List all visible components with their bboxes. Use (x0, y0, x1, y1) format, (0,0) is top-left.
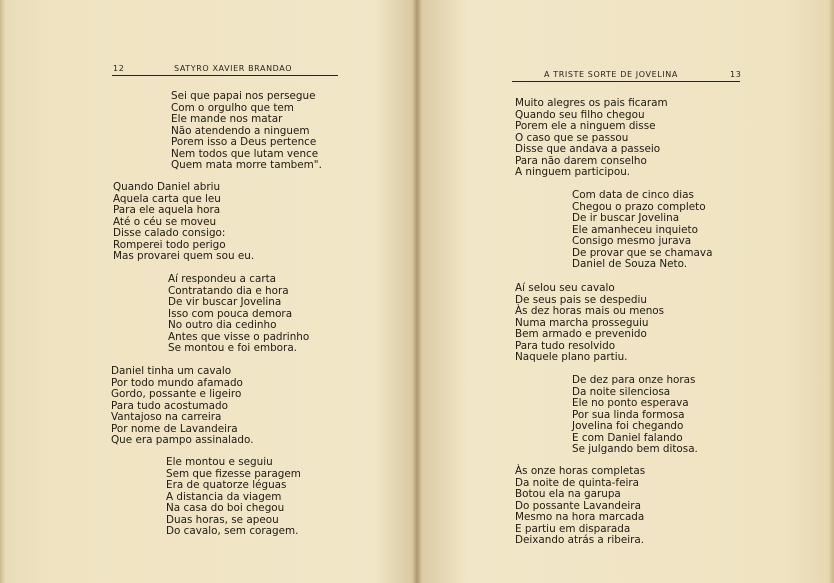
verse-line: Até o céu se moveu (113, 215, 217, 228)
verse-line: Aí respondeu a carta (168, 273, 277, 285)
verse-line: Às onze horas completas (515, 465, 646, 477)
right-page-number: 13 (730, 70, 742, 79)
verse-line: Bem armado e prevenido (515, 328, 647, 340)
right-stanza-3 (515, 283, 664, 364)
left-stanza-1 (171, 91, 322, 172)
left-stanza-2 (113, 182, 254, 263)
verse-line: Chegou o prazo completo (572, 200, 706, 213)
verse-line: Porem isso a Deus pertence (171, 136, 317, 148)
verse-line: Por nome de Lavandeira (111, 422, 238, 435)
left-stanza-4 (111, 366, 254, 447)
verse-line: Com data de cinco dias (572, 189, 694, 201)
right-header-rule (512, 81, 740, 82)
verse-line: Para não darem conselho (515, 154, 647, 167)
verse-line: Naquele plano partiu. (515, 351, 628, 363)
verse-line: Na casa do boi chegou (166, 502, 285, 514)
verse-line: Quando Daniel abriu (113, 181, 221, 193)
left-stanza-5 (166, 457, 301, 538)
verse-line: Sem que fizesse paragem (166, 467, 301, 480)
right-stanza-4 (572, 375, 698, 456)
verse-line: Quando seu filho chegou (515, 108, 645, 121)
verse-line: Muito alegres os pais ficaram (515, 97, 668, 109)
verse-line: De ir buscar Jovelina (572, 212, 680, 224)
verse-line: Aquela carta que leu (113, 192, 221, 205)
verse-line: Às dez horas mais ou menos (515, 305, 665, 317)
verse-line: Se julgando bem ditosa. (572, 443, 698, 455)
verse-line: Para tudo acostumado (111, 399, 228, 412)
left-running-head: SATYRO XAVIER BRANDAO (174, 64, 293, 73)
right-stanza-5 (515, 466, 645, 547)
left-page-number: 12 (113, 64, 125, 73)
verse-line: Isso com pouca demora (168, 307, 293, 320)
verse-line: E partiu em disparada (515, 522, 631, 535)
right-stanza-1 (515, 98, 668, 179)
right-page (417, 0, 834, 583)
verse-line: Para ele aquela hora (113, 204, 221, 216)
verse-line: No outro dia cedinho (168, 319, 277, 331)
verse-line: A distancia da viagem (166, 490, 282, 503)
verse-line: Porem ele a ninguem disse (515, 120, 656, 132)
verse-line: Numa marcha prosseguiu (515, 316, 649, 329)
verse-line: Daniel tinha um cavalo (111, 365, 232, 377)
verse-line: Disse calado consigo: (113, 227, 226, 239)
verse-line: Que era pampo assinalado. (111, 434, 254, 446)
verse-line: Gordo, possante e ligeiro (111, 388, 242, 400)
verse-line: A ninguem participou. (515, 166, 631, 178)
verse-line: Disse que andava a passeio (515, 143, 661, 155)
verse-line: Com o orgulho que tem (171, 101, 294, 114)
verse-line: Ele montou e seguiu (166, 456, 273, 468)
verse-line: Mesmo na hora marcada (515, 511, 645, 523)
right-running-head: A TRISTE SORTE DE JOVELINA (544, 70, 678, 79)
verse-line: Botou ela na garupa (515, 488, 621, 500)
verse-line: De vir buscar Jovelina (168, 296, 282, 308)
verse-line: Ele no ponto esperava (572, 397, 689, 409)
verse-line: Da noite de quinta-feira (515, 476, 639, 489)
verse-line: E com Daniel falando (572, 431, 683, 444)
verse-line: Ele amanheceu inquieto (572, 223, 698, 236)
verse-line: Não atendendo a ninguem (171, 124, 310, 137)
verse-line: Quem mata morre tambem". (171, 159, 322, 171)
verse-line: Para tudo resolvido (515, 339, 616, 352)
verse-line: O caso que se passou (515, 131, 629, 144)
verse-line: Do cavalo, sem coragem. (166, 525, 299, 537)
verse-line: Deixando atrás a ribeira. (515, 534, 645, 546)
verse-line: Aí selou seu cavalo (515, 282, 615, 294)
verse-line: Antes que visse o padrinho (168, 330, 310, 343)
right-stanza-2 (572, 190, 712, 271)
verse-line: Romperei todo perigo (113, 238, 226, 251)
verse-line: Do possante Lavandeira (515, 499, 641, 512)
verse-line: Da noite silenciosa (572, 385, 671, 398)
left-header-rule (112, 75, 338, 76)
verse-line: De seus pais se despediu (515, 293, 647, 306)
verse-line: Nem todos que lutam vence (171, 147, 319, 160)
verse-line: Mas provarei quem sou eu. (113, 250, 255, 262)
verse-line: Contratando dia e hora (168, 284, 289, 297)
verse-line: Sei que papai nos persegue (171, 90, 316, 102)
verse-line: Por todo mundo afamado (111, 376, 243, 389)
verse-line: Consigo mesmo jurava (572, 235, 692, 247)
left-stanza-3 (168, 274, 309, 355)
verse-line: De dez para onze horas (572, 374, 696, 386)
verse-line: Jovelina foi chegando (572, 420, 684, 432)
verse-line: Duas horas, se apeou (166, 513, 279, 526)
verse-line: Por sua linda formosa (572, 408, 685, 421)
verse-line: Daniel de Souza Neto. (572, 258, 688, 270)
verse-line: De provar que se chamava (572, 246, 713, 259)
verse-line: Se montou e foi embora. (168, 342, 297, 354)
verse-line: Vantajoso na carreira (111, 411, 222, 423)
verse-line: Ele mande nos matar (171, 113, 283, 125)
verse-line: Era de quatorze léguas (166, 479, 287, 491)
